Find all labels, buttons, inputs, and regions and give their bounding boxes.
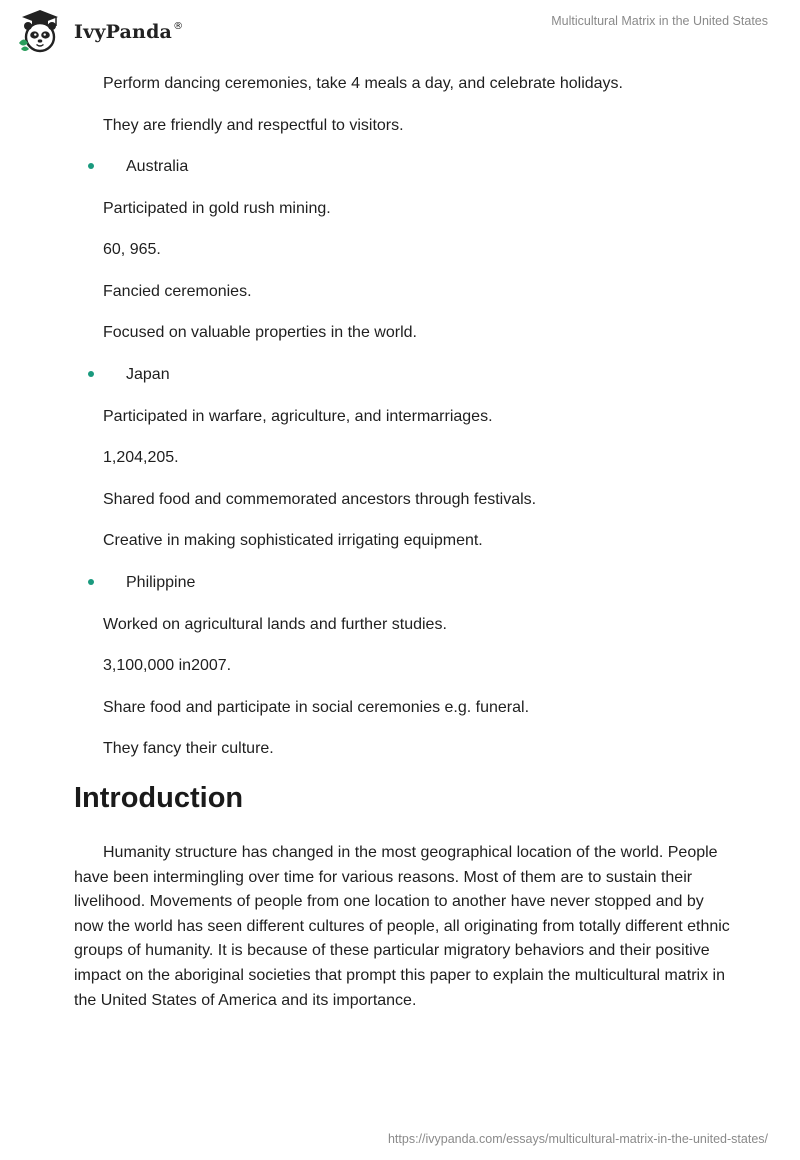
bullet-label: Philippine [126,574,196,591]
source-url[interactable]: https://ivypanda.com/essays/multicultural-matrix-in-the-united-states/ [387,1132,768,1146]
bullet-icon [88,579,94,585]
text-line: Worked on agricultural lands and further studies. [103,616,447,633]
ivypanda-logo[interactable] [16,9,183,53]
text-line: Focused on valuable properties in the world. [103,324,417,341]
text-line: Share food and participate in social ceremonies e.g. funeral. [103,699,530,716]
text-line: Creative in making sophisticated irrigating equipment. [103,532,483,549]
text-line: They fancy their culture. [103,740,274,757]
introduction-paragraph: Humanity structure has changed in the most geographical location of the world. People have been intermingling over time for various reasons. Most of them are to sustain their livelihood. Movements of people from one location to another have never stopped and by now the world has seen different cultures of people, all originating from totally different ethnic groups of humanity. It is because of these particular migratory behaviors and their positive impact on the aboriginal societies that prompt this paper to explain the multicultural matrix in the United States of America and its importance. [74,844,730,1009]
text-line: Fancied ceremonies. [103,283,252,300]
introduction-heading: Introduction [74,782,244,814]
text-line: They are friendly and respectful to visitors. [103,117,404,134]
registered-mark: ® [173,21,184,32]
text-line: 60, 965. [103,241,161,258]
bullet-label: Australia [126,158,189,175]
document-title: Multicultural Matrix in the United States [551,14,768,28]
text-line: 1,204,205. [103,449,179,466]
text-line: Shared food and commemorated ancestors through festivals. [103,491,537,508]
bullet-label: Japan [126,366,170,383]
bullet-icon [88,163,94,169]
text-line: Perform dancing ceremonies, take 4 meals a day, and celebrate holidays. [103,75,623,92]
text-line: Participated in warfare, agriculture, and intermarriages. [103,408,493,425]
text-line: 3,100,000 in2007. [103,657,232,674]
brand-name: IvyPanda® [74,21,184,43]
page-header [0,0,800,60]
bullet-icon [88,371,94,377]
panda-graduate-icon [16,9,68,53]
text-line: Participated in gold rush mining. [103,200,331,217]
